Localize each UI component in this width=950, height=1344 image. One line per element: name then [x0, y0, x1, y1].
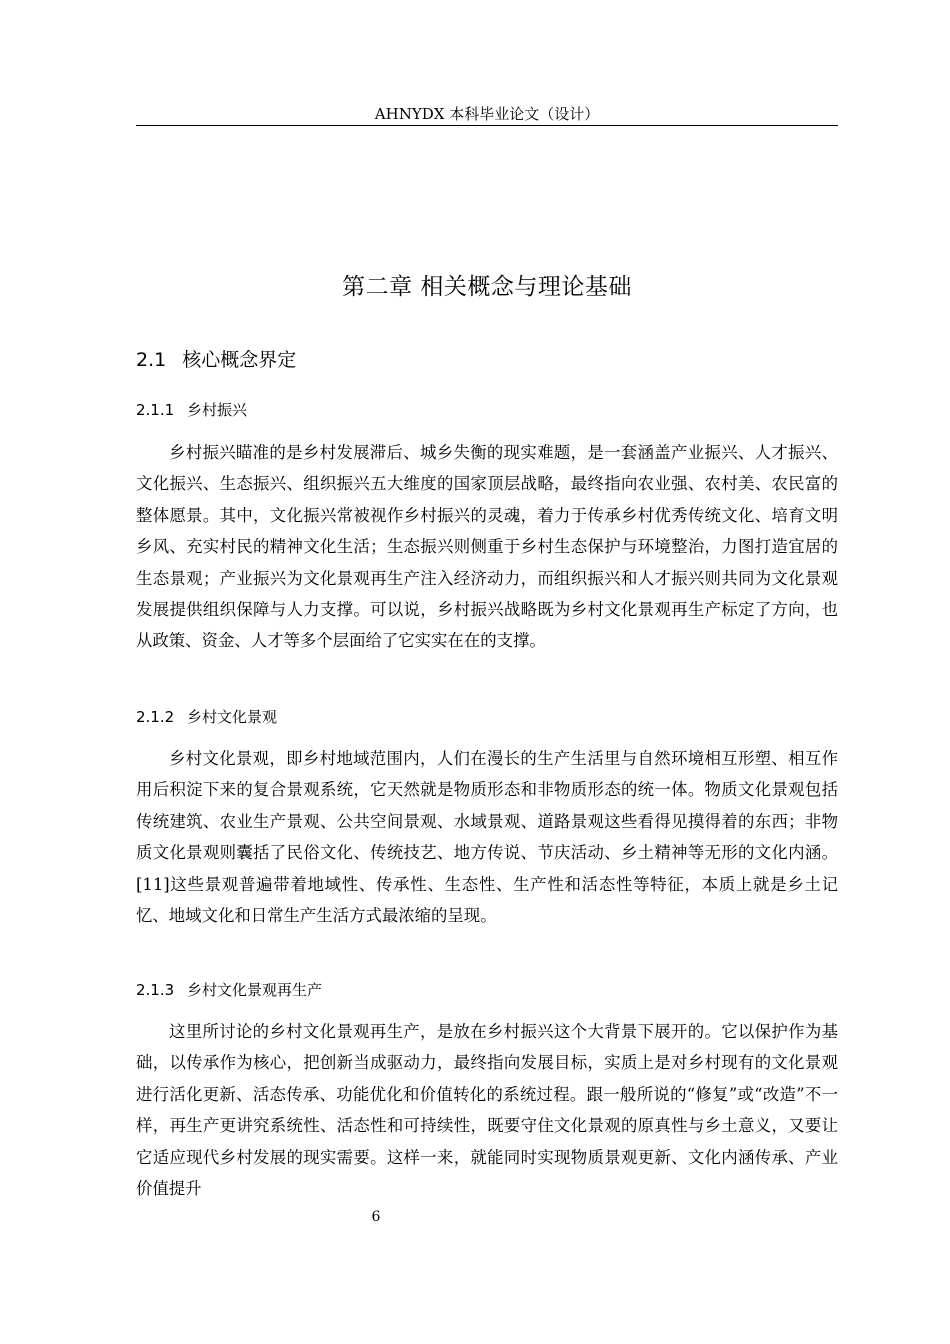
paragraph-rural-cultural-landscape: 乡村文化景观，即乡村地域范围内，人们在漫长的生产生活里与自然环境相互形塑、相互作用后积淀下来的复合景观系统，它天然就是物质形态和非物质形态的统一体。物质文化景观包括传统建筑、农业生产景观、公共空间景观、水域景观、道路景观这些看得见摸得着的东西；非物质文化景观则囊括了民俗文化、传统技艺、地方传说、节庆活动、乡土精神等无形的文化内涵。[11]这些景观普遍带着地域性、传承性、生态性、生产性和活态性等特征，本质上就是乡土记忆、地域文化和日常生产生活方式最浓缩的呈现。 [136, 749, 838, 926]
page-number: 6 [371, 1209, 381, 1225]
running-header: AHNYDX 本科毕业论文（设计） [374, 105, 600, 123]
subsection-title: 乡村文化景观再生产 [186, 981, 322, 999]
subsection-title: 乡村振兴 [186, 401, 247, 419]
paragraph-rural-revitalization: 乡村振兴瞄准的是乡村发展滞后、城乡失衡的现实难题，是一套涵盖产业振兴、人才振兴、文化振兴、生态振兴、组织振兴五大维度的国家顶层战略，最终指向农业强、农村美、农民富的整体愿景。其中，文化振兴常被视作乡村振兴的灵魂，着力于传承乡村优秀传统文化、培育文明乡风、充实村民的精神文化生活；生态振兴则侧重于乡村生态保护与环境整治，力图打造宜居的生态景观；产业振兴为文化景观再生产注入经济动力，而组织振兴和人才振兴则共同为文化景观发展提供组织保障与人力支撑。可以说，乡村振兴战略既为乡村文化景观再生产标定了方向，也从政策、资金、人才等多个层面给了它实实在在的支撑。 [136, 443, 838, 651]
section-number: 2.1 [136, 349, 167, 371]
paragraph-landscape-reproduction: 这里所讨论的乡村文化景观再生产，是放在乡村振兴这个大背景下展开的。它以保护作为基础，以传承作为核心，把创新当成驱动力，最终指向发展目标，实质上是对乡村现有的文化景观进行活化更新、活态传承、功能优化和价值转化的系统过程。跟一般所说的“修复”或“改造”不一样，再生产更讲究系统性、活态性和可持续性，既要守住文化景观的原真性与乡土意义，又要让它适应现代乡村发展的现实需要。这样一来，就能同时实现物质景观更新、文化内涵传承、产业价值提升 [136, 1022, 838, 1199]
header-divider [136, 125, 838, 126]
subsection-title: 乡村文化景观 [186, 708, 277, 726]
subsection-number: 2.1.1 [136, 401, 175, 419]
subsection-heading-rural-revitalization [136, 398, 247, 422]
chapter-title: 第二章 相关概念与理论基础 [342, 274, 632, 300]
subsection-number: 2.1.2 [136, 708, 175, 726]
section-title: 核心概念界定 [182, 349, 297, 371]
subsection-heading-rural-cultural-landscape [136, 705, 277, 729]
subsection-number: 2.1.3 [136, 981, 175, 999]
subsection-heading-landscape-reproduction [136, 978, 322, 1002]
section-heading [136, 345, 296, 375]
